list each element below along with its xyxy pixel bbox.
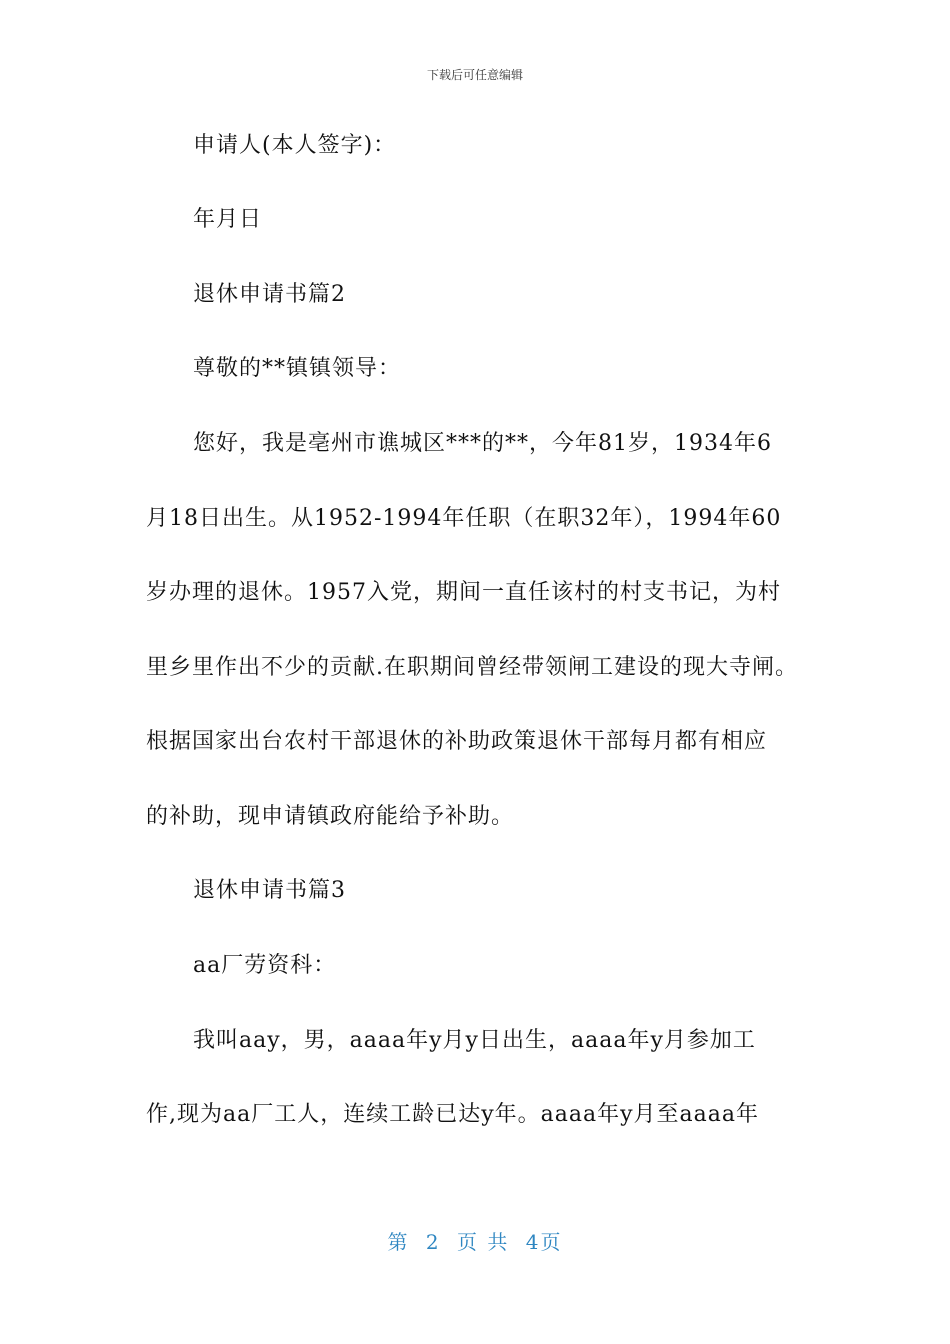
footer-middle: 页 共 — [457, 1230, 510, 1254]
salutation-3: aa厂劳资科： — [193, 953, 337, 978]
footer-prefix: 第 — [387, 1230, 410, 1254]
paragraph-line: 作,现为aa厂工人，连续工龄已达y年。aaaa年y月至aaaa年 — [146, 1102, 760, 1127]
applicant-signature-line: 申请人(本人签字)： — [193, 133, 397, 158]
date-line: 年月日 — [193, 207, 263, 232]
paragraph-line: 里乡里作出不少的贡献.在职期间曾经带领闸工建设的现大寺闸。 — [146, 655, 798, 680]
header-note: 下载后可任意编辑 — [426, 68, 523, 82]
page-footer — [0, 1226, 950, 1255]
footer-total-pages: 4页 — [525, 1230, 563, 1254]
paragraph-line: 我叫aay，男，aaaa年y月y日出生，aaaa年y月参加工 — [193, 1028, 756, 1053]
paragraph-line: 月18日出生。从1952-1994年任职（在职32年），1994年60 — [146, 506, 782, 531]
paragraph-line: 岁办理的退休。1957入党，期间一直任该村的村支书记，为村 — [146, 580, 781, 605]
section-heading-3: 退休申请书篇3 — [193, 878, 346, 903]
section-heading-2: 退休申请书篇2 — [193, 282, 346, 307]
paragraph-line: 您好，我是亳州市谯城区***的**，今年81岁，1934年6 — [193, 431, 772, 456]
salutation-2: 尊敬的**镇镇领导： — [193, 356, 402, 381]
paragraph-line: 根据国家出台农村干部退休的补助政策退休干部每月都有相应 — [146, 729, 768, 754]
footer-current-page: 2 — [425, 1230, 441, 1254]
paragraph-line: 的补助，现申请镇政府能给予补助。 — [146, 804, 515, 829]
